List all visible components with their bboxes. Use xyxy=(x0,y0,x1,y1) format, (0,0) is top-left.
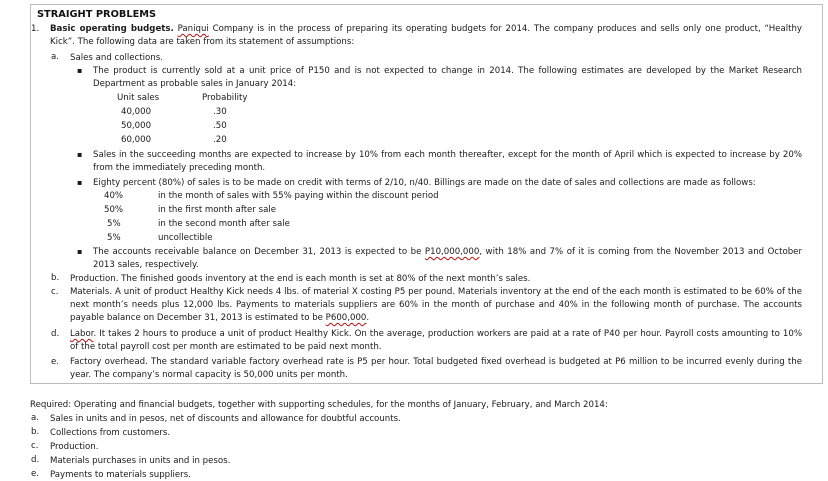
labor-text: . It takes 2 hours to produce a unit of product Healthy Kick. On the average, production workers are paid at a rate of P40 per hour. Payroll costs amounting to 10% of the total payroll cost per month are estimated to be paid next month. xyxy=(70,329,802,352)
prob-header-probability: Probability xyxy=(202,93,248,103)
required-item: Sales in units and in pesos, net of discounts and allowance for doubtful accounts. xyxy=(50,414,401,424)
ar-amount: P10,000,000 xyxy=(424,247,480,257)
bullet-credit-terms: Eighty percent (80%) of sales is to be made on credit with terms of 2/10, n/40. Billings are made on the date of sales and collections are made as follows: xyxy=(93,178,756,188)
collection-desc: in the first month after sale xyxy=(158,205,277,215)
section-c-text xyxy=(70,286,802,325)
required-item: Payments to materials suppliers. xyxy=(50,470,191,480)
prob-value: .20 xyxy=(213,135,227,145)
bullet-dot-icon: ▪ xyxy=(77,247,83,256)
bullet-dot-icon: ▪ xyxy=(77,66,83,75)
collection-desc: in the second month after sale xyxy=(158,219,290,229)
required-item: Materials purchases in units and in pesos. xyxy=(50,456,231,466)
section-c-letter: c. xyxy=(51,287,59,297)
required-letter: b. xyxy=(31,427,40,437)
section-b-text: Production. The finished goods inventory at the end is each month is set at 80% of the next month’s sales. xyxy=(70,274,531,284)
required-letter: d. xyxy=(31,455,40,465)
materials-text-end: . xyxy=(366,313,370,323)
problem-intro-text: Company is in the process of preparing its operating budgets for 2014. The company produces and sells only one product, “Healthy Kick”. The following data are taken from its statement of assumptions: xyxy=(50,24,803,47)
bullet-sales-growth: Sales in the succeeding months are expected to increase by 10% from each month thereafter, except for the month of April which is expected to increase by 20% from the immediately preceding month. xyxy=(93,150,802,173)
prob-units: 50,000 xyxy=(121,121,152,131)
ap-amount: P600,000 xyxy=(325,313,367,323)
problem-number: 1. xyxy=(31,24,40,34)
bullet-dot-icon: ▪ xyxy=(77,150,83,159)
collection-pct: 40% xyxy=(104,191,124,201)
ar-text-post: , with 18% and 7% of it is coming from the November 2013 and October 2013 sales, respectively. xyxy=(93,247,802,270)
bullet-unit-price: The product is currently sold at a unit price of P150 and is not expected to change in 2014. The following estimates are developed by the Market Research Department as probable sales in January 2014: xyxy=(93,66,802,89)
section-d-letter: d. xyxy=(51,329,60,339)
required-item: Production. xyxy=(50,442,99,452)
collection-pct: 5% xyxy=(107,233,121,243)
ar-text-pre: The accounts receivable balance on December 31, 2013 is expected to be xyxy=(93,247,425,257)
labor-title: Labor xyxy=(70,329,94,339)
prob-header-units: Unit sales xyxy=(117,93,160,103)
bullet-ar-balance xyxy=(93,246,802,272)
problem-title: Basic operating budgets. xyxy=(50,24,174,34)
section-e-letter: e. xyxy=(51,357,60,367)
required-item: Collections from customers. xyxy=(50,428,171,438)
bullet-dot-icon: ▪ xyxy=(77,178,83,187)
section-e-text: Factory overhead. The standard variable factory overhead rate is P5 per hour. Total budgeted fixed overhead is budgeted at P6 million to be incurred evenly during the year. The company’s normal capacity is 50,000 units per month. xyxy=(70,357,802,380)
collection-pct: 5% xyxy=(107,219,121,229)
required-intro: Required: Operating and financial budgets, together with supporting schedules, for the months of January, February, and March 2014: xyxy=(30,400,608,410)
required-letter: a. xyxy=(31,413,39,423)
section-a-letter: a. xyxy=(51,52,59,62)
company-name: Paniqui xyxy=(177,24,209,34)
prob-value: .50 xyxy=(213,121,227,131)
problem-intro xyxy=(50,23,802,49)
materials-text: Materials. A unit of product Healthy Kick needs 4 lbs. of material X costing P5 per pound. Materials inventory at the end of the each month is estimated to be 60% of the next month’s needs plus 12,000 lbs. Payments to materials suppliers are 60% in the month of purchase and 40% in the following month of purchase. The accounts payable balance on December 31, 2013 is estimated to be xyxy=(70,287,802,323)
collection-pct: 50% xyxy=(104,205,124,215)
prob-units: 40,000 xyxy=(121,107,152,117)
section-b-letter: b. xyxy=(51,273,60,283)
collection-desc: uncollectible xyxy=(158,233,213,243)
section-d-text xyxy=(70,328,802,354)
required-letter: e. xyxy=(31,469,40,479)
collection-desc: in the month of sales with 55% paying within the discount period xyxy=(158,191,439,201)
section-heading: STRAIGHT PROBLEMS xyxy=(37,9,157,20)
prob-value: .30 xyxy=(213,107,227,117)
required-letter: c. xyxy=(31,441,39,451)
section-a-title: Sales and collections. xyxy=(70,53,163,63)
prob-units: 60,000 xyxy=(121,135,152,145)
